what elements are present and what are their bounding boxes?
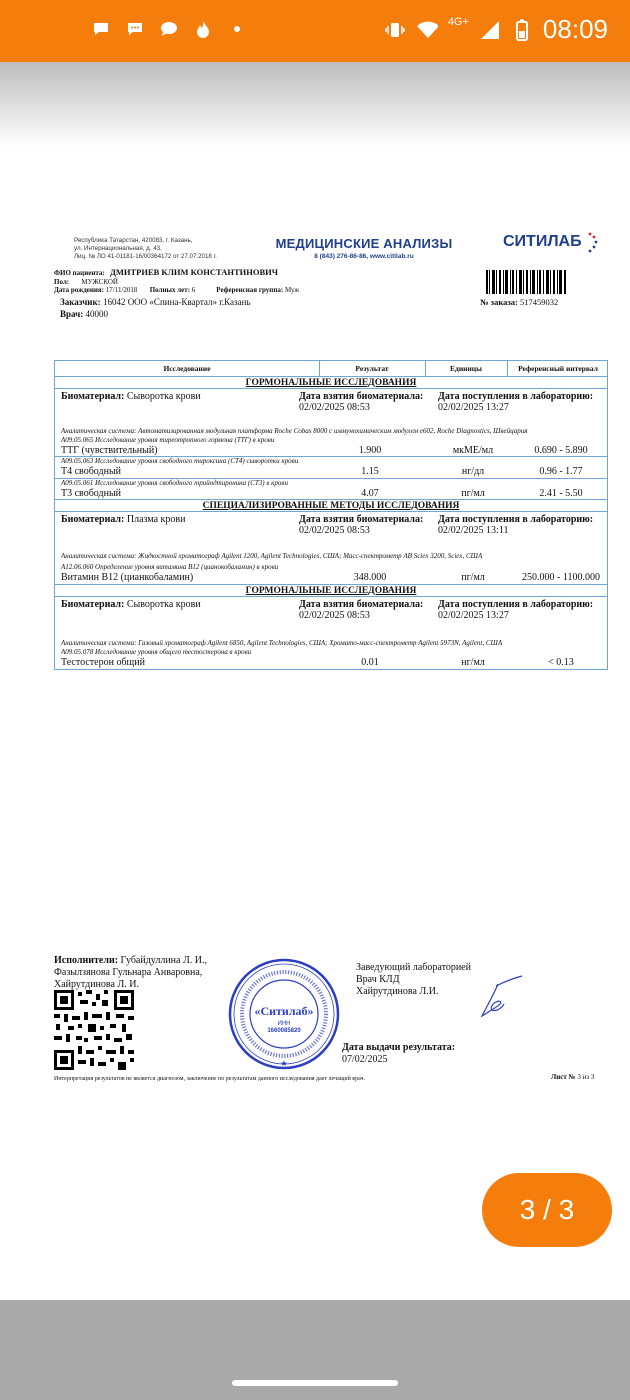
vibrate-icon xyxy=(384,19,406,41)
test-code: А09.05.078 Исследование уровня общего тестостерона в крови xyxy=(61,648,252,656)
brand-contacts: 8 (843) 276-86-86, www.citilab.ru xyxy=(314,253,414,260)
doctor: 40000 xyxy=(85,309,108,319)
brand-header xyxy=(274,236,454,260)
issue-date: Дата выдачи результата: 07/02/2025 xyxy=(342,1042,456,1065)
section-specialized xyxy=(55,500,607,585)
fire-icon xyxy=(192,18,214,40)
executors: Исполнители: Губайдуллина Л. И., Фазылзянова Гульнара Анваровна, Хайрутдинова Л. И. xyxy=(54,955,207,990)
sheet-number: Лист № 3 из 3 xyxy=(551,1073,595,1081)
brand-title: МЕДИЦИНСКИЕ АНАЛИЗЫ xyxy=(275,236,453,251)
toolbar-shadow xyxy=(0,62,630,147)
results-table xyxy=(54,360,608,670)
ref-group: Муж xyxy=(284,286,300,294)
analytic-system: Аналитическая система: Автоматизированная модульная платформа Roche Cobas 8000 с иммунохимическим модулем e602, Roche Diagnostics, Швейцария xyxy=(61,427,528,435)
customer: 16042 ООО «Спина-Квартал» г.Казань xyxy=(102,297,251,307)
stamp-name: «Ситилаб» xyxy=(254,1004,314,1018)
patient-dob: 17/11/2018 xyxy=(105,286,138,294)
head-of-lab: Заведующий лабораторией Врач КЛД Хайрутдинова Л.И. xyxy=(356,962,471,997)
lab-report-page xyxy=(54,230,608,1090)
signature-icon xyxy=(474,968,530,1024)
test-code: А12.06.060 Определение уровня витамина В12 (цианокобаламин) в крови xyxy=(61,563,279,571)
result-row: Витамин В12 (цианкобаламин) 348.000 пг/мл 250.000 - 1100.000 xyxy=(55,572,607,585)
biomaterial-row: Биоматериал: Сыворотка крови Дата взятия биоматериала: 02/02/2025 08:53 Дата поступления в лабораторию: 02/02/2025 13:27 xyxy=(61,391,594,413)
wifi-icon xyxy=(416,19,438,41)
analytic-system: Аналитическая система: Газовый хроматограф Agilent 6850, Agilent Technologies, США; Хромато-масс-спектрометр Agilent 5973N, Agilent, США xyxy=(61,639,503,647)
result-row: Т3 свободный 4.07 пг/мл 2.41 - 5.50 xyxy=(55,488,607,500)
logo-text: СИТИЛАБ xyxy=(503,233,582,250)
biomaterial-row: Биоматериал: Сыворотка крови Дата взятия биоматериала: 02/02/2025 08:53 Дата поступления в лабораторию: 02/02/2025 13:27 xyxy=(61,599,594,621)
status-bar xyxy=(0,0,630,62)
chat-bubble-icon xyxy=(90,18,112,40)
col-header-test: Исследование xyxy=(163,364,211,373)
result-row: Т4 свободный 1.15 нг/дл 0.96 - 1.77 xyxy=(55,466,607,479)
battery-icon xyxy=(511,19,533,41)
chat-bubble-icon xyxy=(124,18,146,40)
order-number: № заказа: 517459032 xyxy=(480,297,559,307)
clock: 08:09 xyxy=(542,14,608,44)
patient-info: ФИО пациента: ДМИТРИЕВ КЛИМ КОНСТАНТИНОВИЧ Пол: МУЖСКОЙ Дата рождения: 17/11/2018 Полных лет: 6 Референсная группа: Муж xyxy=(54,267,300,294)
patient-sex: МУЖСКОЙ xyxy=(81,277,118,286)
dot-icon xyxy=(226,18,248,40)
table-header xyxy=(55,361,607,377)
col-header-result: Результат xyxy=(355,364,389,373)
result-row: Тестостерон общий 0.01 нг/мл < 0.13 xyxy=(61,657,574,668)
patient-age: 6 xyxy=(191,286,196,294)
test-code: А09.05.065 Исследование уровня тиреотропного гормона (ТТГ) в крови xyxy=(61,436,275,444)
col-header-reference: Референсный интервал xyxy=(518,364,598,373)
section-title: ГОРМОНАЛЬНЫЕ ИССЛЕДОВАНИЯ xyxy=(55,377,607,389)
barcode-icon xyxy=(486,270,566,294)
round-stamp xyxy=(220,958,348,1070)
notification-icons xyxy=(90,18,248,40)
stamp-inn: ИНН 1660085820 xyxy=(267,1021,301,1034)
section-hormonal-1 xyxy=(55,377,607,500)
section-hormonal-2 xyxy=(55,585,607,669)
biomaterial-row: Биоматериал: Плазма крови Дата взятия биоматериала: 02/02/2025 08:53 Дата поступления в лабораторию: 02/02/2025 13:11 xyxy=(61,514,594,536)
section-title: СПЕЦИАЛИЗИРОВАННЫЕ МЕТОДЫ ИССЛЕДОВАНИЯ xyxy=(55,500,607,512)
page-indicator-button[interactable]: 3 / 3 xyxy=(482,1173,612,1247)
order-info: Заказчик: 16042 ООО «Спина-Квартал» г.Казань Врач: 40000 xyxy=(60,297,251,319)
test-code: А09.05.063 Исследование уровня свободного тироксина (СТ4) сыворотки крови xyxy=(61,457,299,465)
qr-code-icon xyxy=(54,990,134,1070)
lab-address: Республика Татарстан, 420083, г. Казань, ул. Интернациональная, д. 43, Лиц. № ЛО 41-01181-16/00364172 от 27.07.2018 г. xyxy=(74,237,217,260)
home-gesture-bar[interactable] xyxy=(232,1380,398,1386)
analytic-system: Аналитическая система: Жидкостной хроматограф Agilent 1200, Agilent Technologies, США; Масс-спектрометр AB Sciex 3200, Sciex, США xyxy=(61,552,483,560)
signal-icon xyxy=(479,19,501,41)
section-title: ГОРМОНАЛЬНЫЕ ИССЛЕДОВАНИЯ xyxy=(55,585,607,597)
test-code: А09.05.061 Исследование уровня свободного трийодтиронина (СТ3) в крови xyxy=(61,479,288,487)
patient-name: ДМИТРИЕВ КЛИМ КОНСТАНТИНОВИЧ xyxy=(110,267,279,277)
col-header-units: Единицы xyxy=(450,364,482,373)
logo-dots-icon xyxy=(586,231,600,255)
disclaimer: Интерпретация результатов не является диагнозом, заключение по результатам данного исследования дает лечащий врач. xyxy=(54,1076,366,1082)
result-row: ТТГ (чувствительный) 1.900 мкМЕ/мл 0.690 - 5.890 xyxy=(55,445,607,457)
chat-bubble-icon xyxy=(158,18,180,40)
citilab-logo xyxy=(503,233,582,251)
network-type: 4G+ xyxy=(447,15,469,28)
svg-text:★: ★ xyxy=(280,1059,288,1068)
